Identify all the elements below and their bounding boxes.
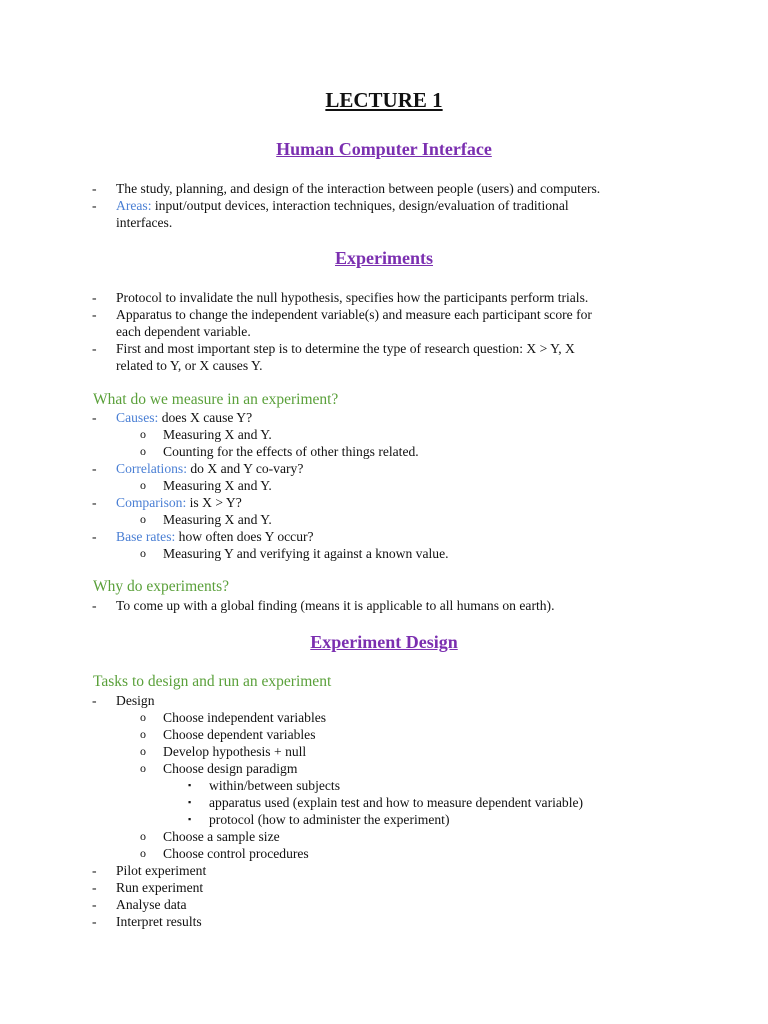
sub-list-item: o Choose a sample size <box>140 829 280 844</box>
list-item: - Causes: does X cause Y? <box>92 410 253 425</box>
section-heading-experiments: Experiments <box>335 248 433 268</box>
sub-list-item: o Measuring X and Y. <box>140 427 272 442</box>
list-item: - First and most important step is to determine the type of research question: X > Y, X <box>92 341 575 356</box>
dash-bullet: - <box>92 290 97 305</box>
correlations-label: Correlations: <box>116 461 187 476</box>
dash-bullet: - <box>92 307 97 322</box>
hci-list <box>0 180 768 231</box>
sub-list-item: o Choose independent variables <box>140 710 327 725</box>
dash-bullet: - <box>92 897 97 912</box>
circle-bullet: o <box>140 427 146 441</box>
dash-bullet: - <box>92 198 97 213</box>
list-item: - Analyse data <box>92 897 187 912</box>
sub-list-item: o Measuring X and Y. <box>140 478 272 493</box>
list-item: - Areas: input/output devices, interaction techniques, design/evaluation of traditional <box>92 198 569 213</box>
circle-bullet: o <box>140 744 146 758</box>
section-heading-design: Experiment Design <box>310 632 458 652</box>
sub-sub-list-item: ▪ protocol (how to administer the experiment) <box>188 812 450 827</box>
measure-list <box>0 409 768 562</box>
dash-bullet: - <box>92 529 97 544</box>
list-item-continuation: related to Y, or X causes Y. <box>116 358 263 373</box>
sub-sub-list-item: ▪ apparatus used (explain test and how to measure dependent variable) <box>188 795 584 810</box>
circle-bullet: o <box>140 846 146 860</box>
list-item: - Design <box>92 693 155 708</box>
dash-bullet: - <box>92 693 97 708</box>
circle-bullet: o <box>140 444 146 458</box>
sub-sub-list-item: ▪ within/between subjects <box>188 778 340 793</box>
circle-bullet: o <box>140 478 146 492</box>
dash-bullet: - <box>92 461 97 476</box>
sub-list-item: o Develop hypothesis + null <box>140 744 307 759</box>
subheading-tasks: Tasks to design and run an experiment <box>93 673 332 690</box>
list-item: - The study, planning, and design of the interaction between people (users) and computers. <box>92 181 601 196</box>
causes-label: Causes: <box>116 410 159 425</box>
subheading-measure: What do we measure in an experiment? <box>93 391 339 408</box>
square-bullet: ▪ <box>188 780 192 790</box>
circle-bullet: o <box>140 829 146 843</box>
dash-bullet: - <box>92 341 97 356</box>
dash-bullet: - <box>92 880 97 895</box>
list-item: - Pilot experiment <box>92 863 207 878</box>
list-item: - Run experiment <box>92 880 204 895</box>
subheading-why: Why do experiments? <box>93 578 230 595</box>
circle-bullet: o <box>140 761 146 775</box>
list-item: - To come up with a global finding (means it is applicable to all humans on earth). <box>92 598 555 613</box>
sub-list-item: o Choose control procedures <box>140 846 309 861</box>
experiments-list <box>0 289 768 374</box>
list-item: - Apparatus to change the independent variable(s) and measure each participant score for <box>92 307 592 322</box>
dash-bullet: - <box>92 598 97 613</box>
dash-bullet: - <box>92 495 97 510</box>
dash-bullet: - <box>92 863 97 878</box>
circle-bullet: o <box>140 710 146 724</box>
sub-list-item: o Choose dependent variables <box>140 727 316 742</box>
square-bullet: ▪ <box>188 814 192 824</box>
sub-list-item: o Measuring X and Y. <box>140 512 272 527</box>
list-item: - Comparison: is X > Y? <box>92 495 242 510</box>
areas-label: Areas: <box>116 198 152 213</box>
circle-bullet: o <box>140 546 146 560</box>
list-item-continuation: interfaces. <box>116 215 173 230</box>
list-item: - Interpret results <box>92 914 202 929</box>
sub-list-item: o Counting for the effects of other things related. <box>140 444 419 459</box>
circle-bullet: o <box>140 727 146 741</box>
comparison-label: Comparison: <box>116 495 187 510</box>
sub-list-item: o Choose design paradigm <box>140 761 298 776</box>
dash-bullet: - <box>92 181 97 196</box>
section-heading-hci: Human Computer Interface <box>276 139 492 159</box>
tasks-list <box>0 692 768 930</box>
dash-bullet: - <box>92 410 97 425</box>
square-bullet: ▪ <box>188 797 192 807</box>
dash-bullet: - <box>92 914 97 929</box>
why-list <box>0 597 768 614</box>
page-title: LECTURE 1 <box>325 88 443 112</box>
sub-list-item: o Measuring Y and verifying it against a known value. <box>140 546 449 561</box>
list-item: - Base rates: how often does Y occur? <box>92 529 314 544</box>
list-item-continuation: each dependent variable. <box>116 324 251 339</box>
list-item: - Protocol to invalidate the null hypothesis, specifies how the participants perform trials. <box>92 290 589 305</box>
base-rates-label: Base rates: <box>116 529 176 544</box>
list-item: - Correlations: do X and Y co-vary? <box>92 461 304 476</box>
circle-bullet: o <box>140 512 146 526</box>
